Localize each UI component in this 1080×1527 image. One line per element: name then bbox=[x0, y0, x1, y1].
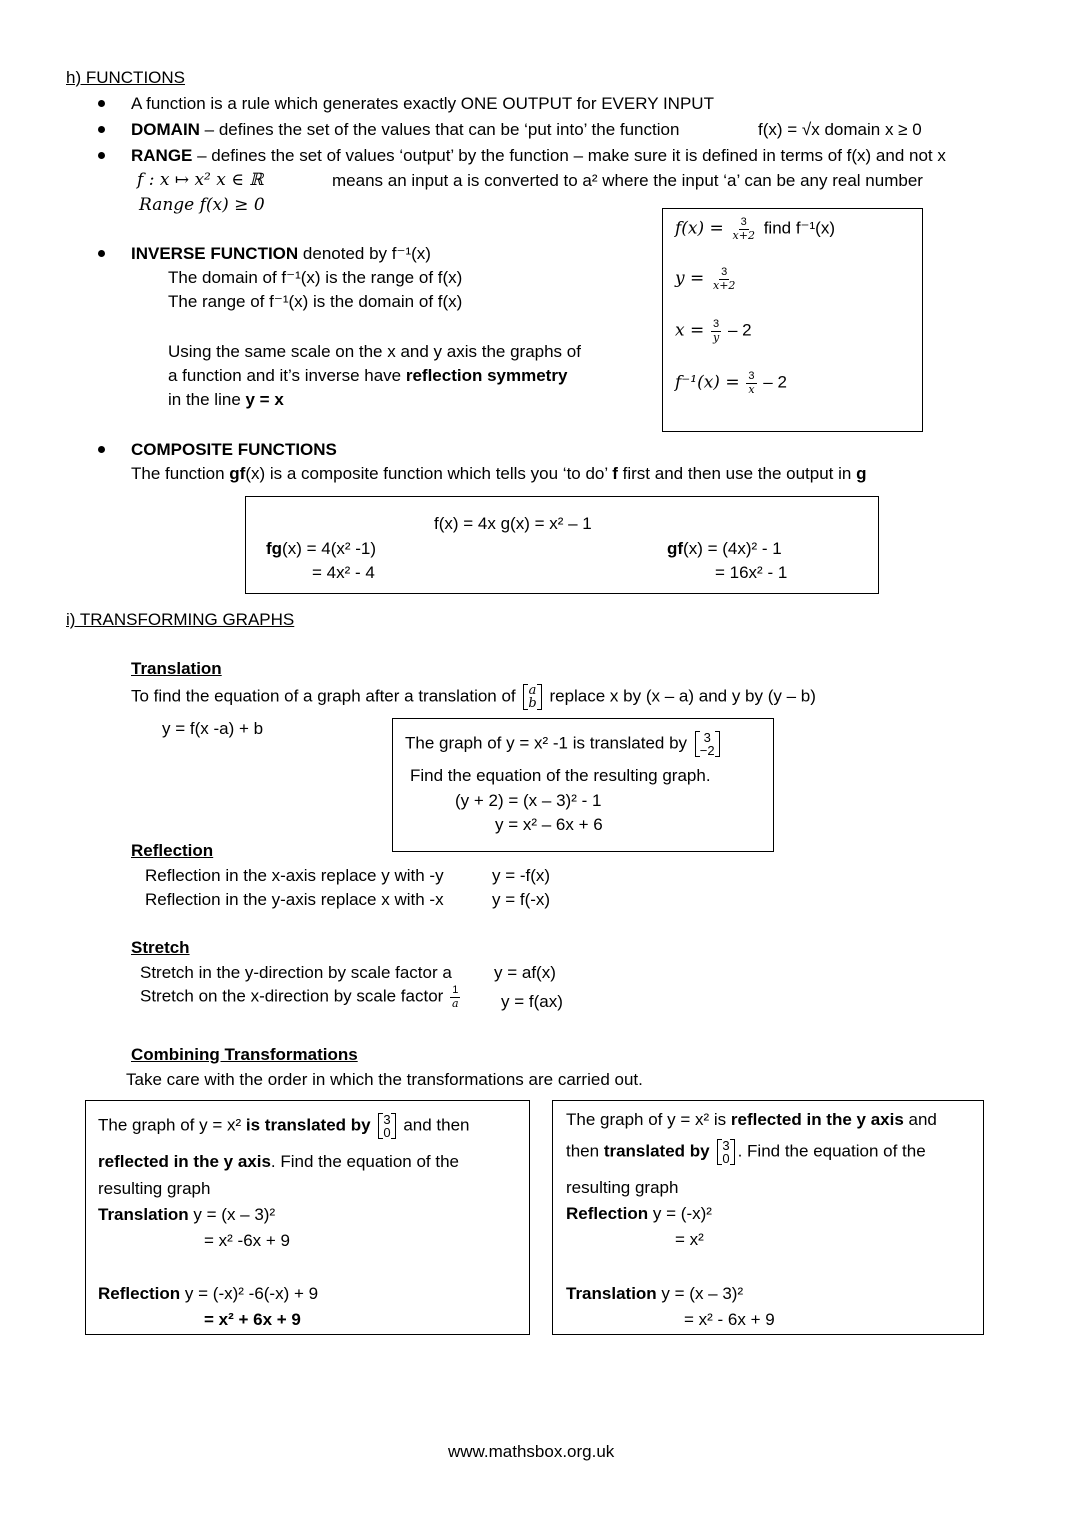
combining-example-left bbox=[85, 1100, 530, 1335]
left-line-1: The graph of y = x² is translated by 3 0 and then bbox=[98, 1112, 470, 1140]
function-definition: A function is a rule which generates exactly ONE OUTPUT for EVERY INPUT bbox=[131, 94, 714, 113]
translation-vector: a b bbox=[523, 684, 541, 710]
bullet bbox=[98, 126, 105, 133]
symmetry-line-3 bbox=[168, 390, 284, 410]
range-term: RANGE bbox=[131, 146, 193, 165]
mapping-explanation: means an input a is converted to a² where the input ‘a’ can be any real number bbox=[332, 171, 923, 190]
expr: x = bbox=[675, 320, 705, 341]
inverse-function-heading bbox=[131, 244, 431, 264]
composite-heading: COMPOSITE FUNCTIONS bbox=[131, 440, 337, 459]
left-line-6: Reflection y = (-x)² -6(-x) + 9 bbox=[98, 1284, 319, 1303]
inverse-domain: The domain of f⁻¹(x) is the range of f(x) bbox=[168, 268, 463, 287]
inverse-example-line-3 bbox=[675, 319, 752, 343]
symmetry-term: reflection symmetry bbox=[405, 366, 568, 385]
expr: f(x) = bbox=[675, 218, 724, 239]
translation-example-line-2: Find the equation of the resulting graph. bbox=[410, 766, 711, 785]
domain-example: f(x) = √x domain x ≥ 0 bbox=[758, 120, 922, 139]
right-line-3: resulting graph bbox=[566, 1178, 679, 1197]
reflection-y-rule: Reflection in the y-axis replace x with -x bbox=[145, 890, 444, 909]
right-line-2: then translated by 3 0 . Find the equation of the bbox=[566, 1138, 926, 1166]
translation-vector: 3 0 bbox=[717, 1139, 734, 1165]
fraction: $\frac{1}{a}$ bbox=[452, 984, 459, 1010]
right-line-5: = x² bbox=[675, 1230, 704, 1249]
bullet bbox=[98, 250, 105, 257]
inverse-range: The range of f⁻¹(x) is the domain of f(x) bbox=[168, 292, 463, 311]
range-statement: Range f(x) ≥ 0 bbox=[139, 195, 265, 215]
combining-description: Take care with the order in which the transformations are carried out. bbox=[126, 1070, 643, 1089]
fg-line-2: = 4x² - 4 bbox=[312, 563, 375, 582]
right-line-4: Reflection y = (-x)² bbox=[566, 1204, 712, 1223]
right-line-1: The graph of y = x² is reflected in the y axis and bbox=[566, 1110, 937, 1129]
range-definition bbox=[131, 146, 946, 166]
symmetry-text: a function and it’s inverse have bbox=[168, 366, 406, 385]
fraction: $\frac{3}{x+2}$ bbox=[713, 266, 736, 292]
reflection-x-rule: Reflection in the x-axis replace y with -y bbox=[145, 866, 444, 885]
fraction: $\frac{3}{x}$ bbox=[748, 370, 755, 396]
translation-vector: 3 0 bbox=[378, 1113, 395, 1139]
transforming-heading: i) TRANSFORMING GRAPHS bbox=[66, 610, 295, 629]
right-line-7: = x² - 6x + 9 bbox=[684, 1310, 775, 1329]
inverse-example-box bbox=[662, 208, 923, 432]
domain-definition bbox=[131, 120, 679, 140]
reflection-y-equation: y = f(-x) bbox=[492, 890, 551, 909]
left-line-4: Translation y = (x – 3)² bbox=[98, 1205, 276, 1224]
translation-vector: 3 −2 bbox=[695, 731, 720, 757]
combining-title: Combining Transformations bbox=[131, 1045, 358, 1064]
left-line-7: = x² + 6x + 9 bbox=[204, 1310, 301, 1329]
composite-example-box bbox=[245, 496, 879, 594]
domain-term: DOMAIN bbox=[131, 120, 200, 139]
stretch-x-rule: Stretch on the x-direction by scale factor $\frac{1}{a}$ bbox=[140, 984, 459, 1010]
translation-example-line-1: The graph of y = x² -1 is translated by 3 −2 bbox=[405, 731, 723, 757]
expr: f⁻¹(x) = bbox=[675, 372, 740, 393]
translation-title: Translation bbox=[131, 659, 222, 678]
translation-example-box bbox=[392, 718, 774, 852]
symmetry-line-eq: y = x bbox=[245, 390, 284, 409]
gf-line-2: = 16x² - 1 bbox=[715, 563, 788, 582]
fg-line-1: fg(x) = 4(x² -1) bbox=[266, 539, 377, 558]
symmetry-text: in the line bbox=[168, 390, 246, 409]
translation-example-line-4: y = x² – 6x + 6 bbox=[495, 815, 603, 834]
left-line-2: reflected in the y axis. Find the equation of the bbox=[98, 1152, 459, 1171]
inverse-text: denoted by f⁻¹(x) bbox=[298, 244, 431, 263]
translation-formula: y = f(x -a) + b bbox=[162, 719, 264, 738]
stretch-title: Stretch bbox=[131, 938, 190, 957]
reflection-title: Reflection bbox=[131, 841, 214, 860]
composite-definitions: f(x) = 4x g(x) = x² – 1 bbox=[434, 514, 592, 533]
footer-url[interactable]: www.mathsbox.org.uk bbox=[448, 1442, 615, 1461]
expr: – 2 bbox=[763, 372, 787, 392]
left-line-5: = x² -6x + 9 bbox=[204, 1231, 290, 1250]
inverse-example-line-4 bbox=[675, 371, 787, 395]
expr: – 2 bbox=[727, 320, 752, 340]
expr: y = bbox=[675, 268, 705, 289]
reflection-x-equation: y = -f(x) bbox=[492, 866, 551, 885]
functions-heading: h) FUNCTIONS bbox=[66, 68, 185, 87]
stretch-y-equation: y = af(x) bbox=[494, 963, 556, 982]
find-inverse: find f⁻¹(x) bbox=[763, 218, 835, 238]
stretch-x-equation: y = f(ax) bbox=[501, 992, 563, 1011]
right-line-6: Translation y = (x – 3)² bbox=[566, 1284, 744, 1303]
bullet bbox=[98, 152, 105, 159]
translation-example-line-3: (y + 2) = (x – 3)² - 1 bbox=[455, 791, 602, 810]
bullet bbox=[98, 446, 105, 453]
bullet bbox=[98, 100, 105, 107]
gf-line-1: gf(x) = (4x)² - 1 bbox=[667, 539, 782, 558]
stretch-y-rule: Stretch in the y-direction by scale factor a bbox=[140, 963, 452, 982]
composite-description: The function gf(x) is a composite function which tells you ‘to do’ f first and then use the output in g bbox=[131, 464, 867, 483]
inverse-example-line-2 bbox=[675, 267, 739, 291]
range-text: – defines the set of values ‘output’ by the function – make sure it is defined in terms of f(x) and not x bbox=[192, 146, 946, 165]
symmetry-line-1: Using the same scale on the x and y axis the graphs of bbox=[168, 342, 581, 361]
fraction: $\frac{3}{x+2}$ bbox=[732, 216, 755, 242]
inverse-term: INVERSE FUNCTION bbox=[131, 244, 299, 263]
combining-example-right bbox=[552, 1100, 984, 1335]
symmetry-line-2 bbox=[168, 366, 567, 386]
fraction: $\frac{3}{y}$ bbox=[712, 318, 720, 344]
translation-description: To find the equation of a graph after a translation of a b replace x by (x – a) and y by (y – b) bbox=[131, 683, 816, 711]
mapping-notation: f : x ↦ x² x ∈ ℝ bbox=[137, 170, 264, 190]
inverse-example-line-1 bbox=[675, 217, 835, 241]
left-line-3: resulting graph bbox=[98, 1179, 211, 1198]
domain-text: – defines the set of the values that can be ‘put into’ the function bbox=[199, 120, 680, 139]
